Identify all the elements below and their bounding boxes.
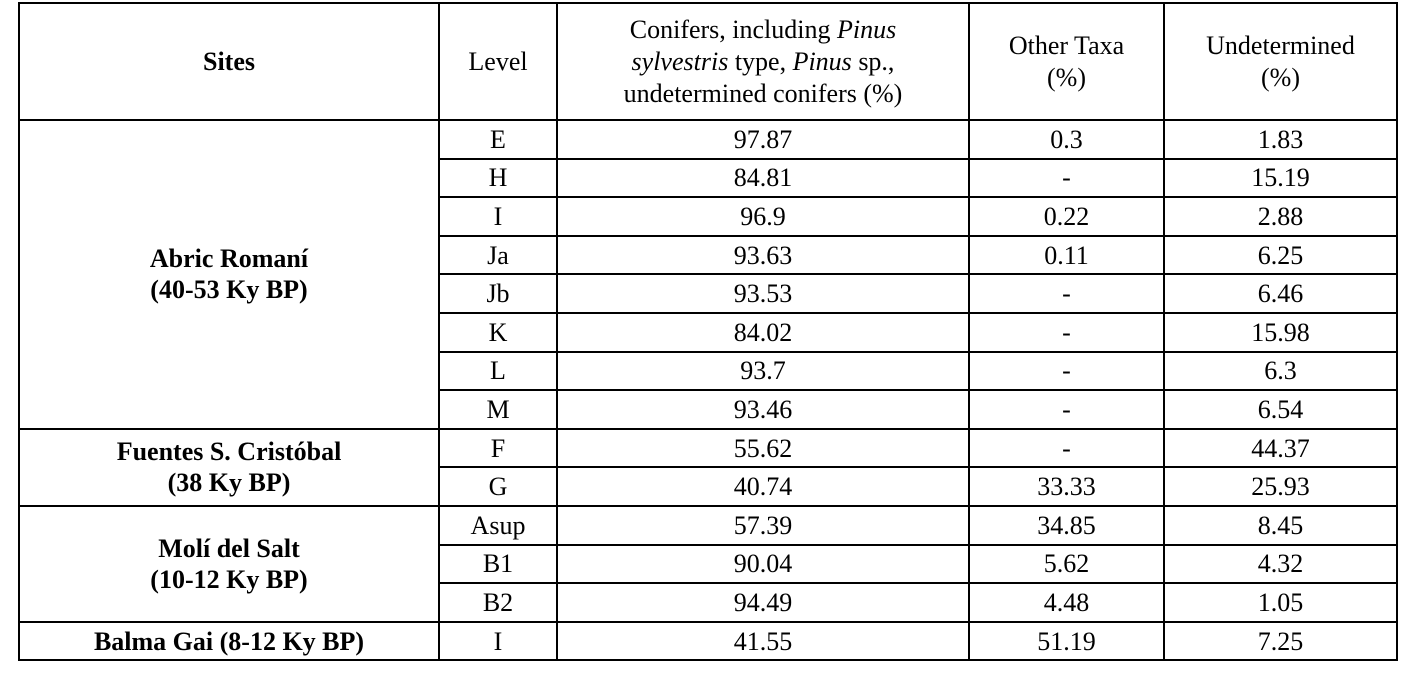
conifers-cell: 84.81 — [557, 159, 969, 198]
table-row — [19, 429, 1397, 468]
conifers-cell: 84.02 — [557, 313, 969, 352]
conifers-cell: 41.55 — [557, 622, 969, 661]
level-cell: B2 — [439, 583, 557, 622]
other-taxa-cell: 0.3 — [969, 120, 1164, 159]
header-conifers-text-4: undetermined conifers (%) — [623, 78, 903, 108]
other-taxa-cell: 5.62 — [969, 545, 1164, 584]
other-taxa-cell: - — [969, 429, 1164, 468]
undetermined-cell: 15.98 — [1164, 313, 1397, 352]
conifers-cell: 96.9 — [557, 197, 969, 236]
conifers-cell: 94.49 — [557, 583, 969, 622]
table-row — [19, 622, 1397, 661]
site-cell — [19, 429, 439, 506]
conifers-cell: 90.04 — [557, 545, 969, 584]
other-taxa-cell: - — [969, 352, 1164, 391]
conifers-cell: 93.7 — [557, 352, 969, 391]
header-conifers — [557, 3, 969, 120]
header-conifers-text-2: type, — [728, 46, 793, 76]
header-undetermined-line-2: (%) — [1261, 62, 1300, 92]
undetermined-cell: 6.25 — [1164, 236, 1397, 275]
site-cell — [19, 120, 439, 429]
level-cell: K — [439, 313, 557, 352]
conifers-cell: 55.62 — [557, 429, 969, 468]
header-undetermined — [1164, 3, 1397, 120]
header-undetermined-line-1: Undetermined — [1206, 30, 1355, 60]
level-cell: M — [439, 390, 557, 429]
conifers-cell: 93.53 — [557, 274, 969, 313]
site-name-line: (38 Ky BP) — [167, 468, 291, 498]
level-cell: H — [439, 159, 557, 198]
table-header — [19, 3, 1397, 120]
charcoal-data-table — [18, 2, 1398, 661]
site-cell — [19, 506, 439, 622]
table-row — [19, 506, 1397, 545]
level-cell: Ja — [439, 236, 557, 275]
other-taxa-cell: 0.11 — [969, 236, 1164, 275]
other-taxa-cell: 4.48 — [969, 583, 1164, 622]
level-cell: I — [439, 197, 557, 236]
undetermined-cell: 15.19 — [1164, 159, 1397, 198]
level-cell: Asup — [439, 506, 557, 545]
undetermined-cell: 2.88 — [1164, 197, 1397, 236]
site-name-line: Abric Romaní — [149, 244, 309, 274]
undetermined-cell: 6.54 — [1164, 390, 1397, 429]
site-name-line: Balma Gai (8-12 Ky BP) — [93, 626, 365, 656]
undetermined-cell: 1.83 — [1164, 120, 1397, 159]
other-taxa-cell: - — [969, 313, 1164, 352]
header-conifers-pinus-2: Pinus — [792, 46, 852, 76]
table-body — [19, 120, 1397, 660]
other-taxa-cell: 0.22 — [969, 197, 1164, 236]
other-taxa-cell: 34.85 — [969, 506, 1164, 545]
level-cell: B1 — [439, 545, 557, 584]
undetermined-cell: 7.25 — [1164, 622, 1397, 661]
conifers-cell: 93.63 — [557, 236, 969, 275]
undetermined-cell: 6.46 — [1164, 274, 1397, 313]
other-taxa-cell: - — [969, 159, 1164, 198]
header-other-taxa-line-1: Other Taxa — [1008, 30, 1125, 60]
undetermined-cell: 4.32 — [1164, 545, 1397, 584]
header-other-taxa — [969, 3, 1164, 120]
conifers-cell: 57.39 — [557, 506, 969, 545]
level-cell: Jb — [439, 274, 557, 313]
level-cell: F — [439, 429, 557, 468]
other-taxa-cell: - — [969, 390, 1164, 429]
conifers-cell: 40.74 — [557, 467, 969, 506]
site-name-line: Fuentes S. Cristóbal — [116, 437, 342, 467]
header-sites: Sites — [19, 3, 439, 120]
header-conifers-sylvestris: sylvestris — [631, 46, 729, 76]
header-conifers-text-1: Conifers, including — [629, 14, 838, 44]
level-cell: L — [439, 352, 557, 391]
level-cell: I — [439, 622, 557, 661]
undetermined-cell: 6.3 — [1164, 352, 1397, 391]
conifers-cell: 93.46 — [557, 390, 969, 429]
conifers-cell: 97.87 — [557, 120, 969, 159]
undetermined-cell: 25.93 — [1164, 467, 1397, 506]
site-name-line: (40-53 Ky BP) — [150, 275, 308, 305]
undetermined-cell: 8.45 — [1164, 506, 1397, 545]
header-level: Level — [439, 3, 557, 120]
site-cell — [19, 622, 439, 661]
header-row — [19, 3, 1397, 120]
header-other-taxa-line-2: (%) — [1047, 62, 1086, 92]
undetermined-cell: 1.05 — [1164, 583, 1397, 622]
level-cell: E — [439, 120, 557, 159]
header-conifers-text-3: sp., — [851, 46, 895, 76]
header-conifers-pinus-1: Pinus — [837, 14, 897, 44]
site-name-line: Molí del Salt — [158, 533, 300, 563]
table-row — [19, 120, 1397, 159]
level-cell: G — [439, 467, 557, 506]
other-taxa-cell: - — [969, 274, 1164, 313]
site-name-line: (10-12 Ky BP) — [150, 564, 308, 594]
other-taxa-cell: 33.33 — [969, 467, 1164, 506]
other-taxa-cell: 51.19 — [969, 622, 1164, 661]
undetermined-cell: 44.37 — [1164, 429, 1397, 468]
